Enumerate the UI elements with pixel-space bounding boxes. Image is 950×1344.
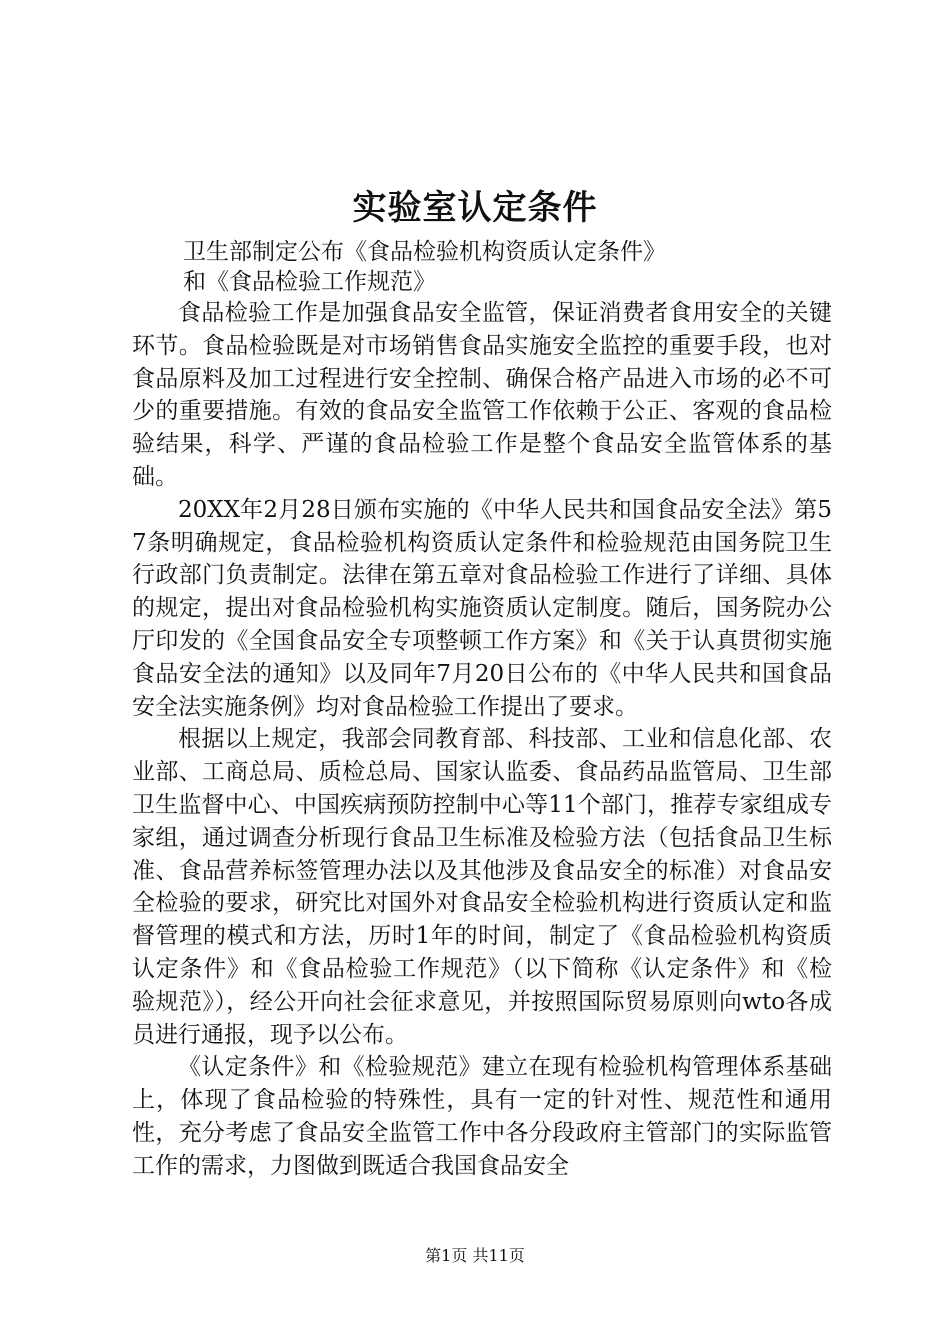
subtitle-line-2: 和《食品检验工作规范》: [183, 269, 436, 295]
paragraph-2: 20XX年2月28日颁布实施的《中华人民共和国食品安全法》第57条明确规定，食品检验机构资质认定条件和检验规范由国务院卫生行政部门负责制定。法律在第五章对食品检验工作进行了详细、具体的规定，提出对食品检验机构实施资质认定制度。随后，国务院办公厅印发的《全国食品安全专项整顿工作方案》和《关于认真贯彻实施食品安全法的通知》以及同年7月20日公布的《中华人民共和国食品安全法实施条例》均对食品检验工作提出了要求。: [132, 496, 832, 720]
subtitle-line-1: 卫生部制定公布《食品检验机构资质认定条件》: [183, 239, 666, 265]
paragraph-3: 根据以上规定，我部会同教育部、科技部、工业和信息化部、农业部、工商总局、质检总局、国家认监委、食品药品监管局、卫生部卫生监督中心、中国疾病预防控制中心等11个部门，推荐专家组成专家组，通过调查分析现行食品卫生标准及检验方法（包括食品卫生标准、食品营养标签管理办法以及其他涉及食品安全的标准）对食品安全检验的要求，研究比对国外对食品安全检验机构进行资质认定和监督管理的模式和方法，历时1年的时间，制定了《食品检验机构资质认定条件》和《食品检验工作规范》（以下简称《认定条件》和《检验规范》），经公开向社会征求意见，并按照国际贸易原则向wto各成员进行通报，现予以公布。: [132, 726, 832, 1048]
document-title: 实验室认定条件: [352, 188, 598, 228]
document-body: [132, 297, 832, 1183]
paragraph-4: 《认定条件》和《检验规范》建立在现有检验机构管理体系基础上，体现了食品检验的特殊性，具有一定的针对性、规范性和通用性，充分考虑了食品安全监管工作中各分段政府主管部门的实际监管工作的需求，力图做到既适合我国食品安全: [132, 1054, 832, 1179]
paragraph-1: 食品检验工作是加强食品安全监管，保证消费者食用安全的关键环节。食品检验既是对市场销售食品实施安全监控的重要手段，也对食品原料及加工过程进行安全控制、确保合格产品进入市场的必不可少的重要措施。有效的食品安全监管工作依赖于公正、客观的食品检验结果，科学、严谨的食品检验工作是整个食品安全监管体系的基础。: [132, 300, 832, 490]
page-number-footer: 第1页 共11页: [425, 1246, 525, 1265]
